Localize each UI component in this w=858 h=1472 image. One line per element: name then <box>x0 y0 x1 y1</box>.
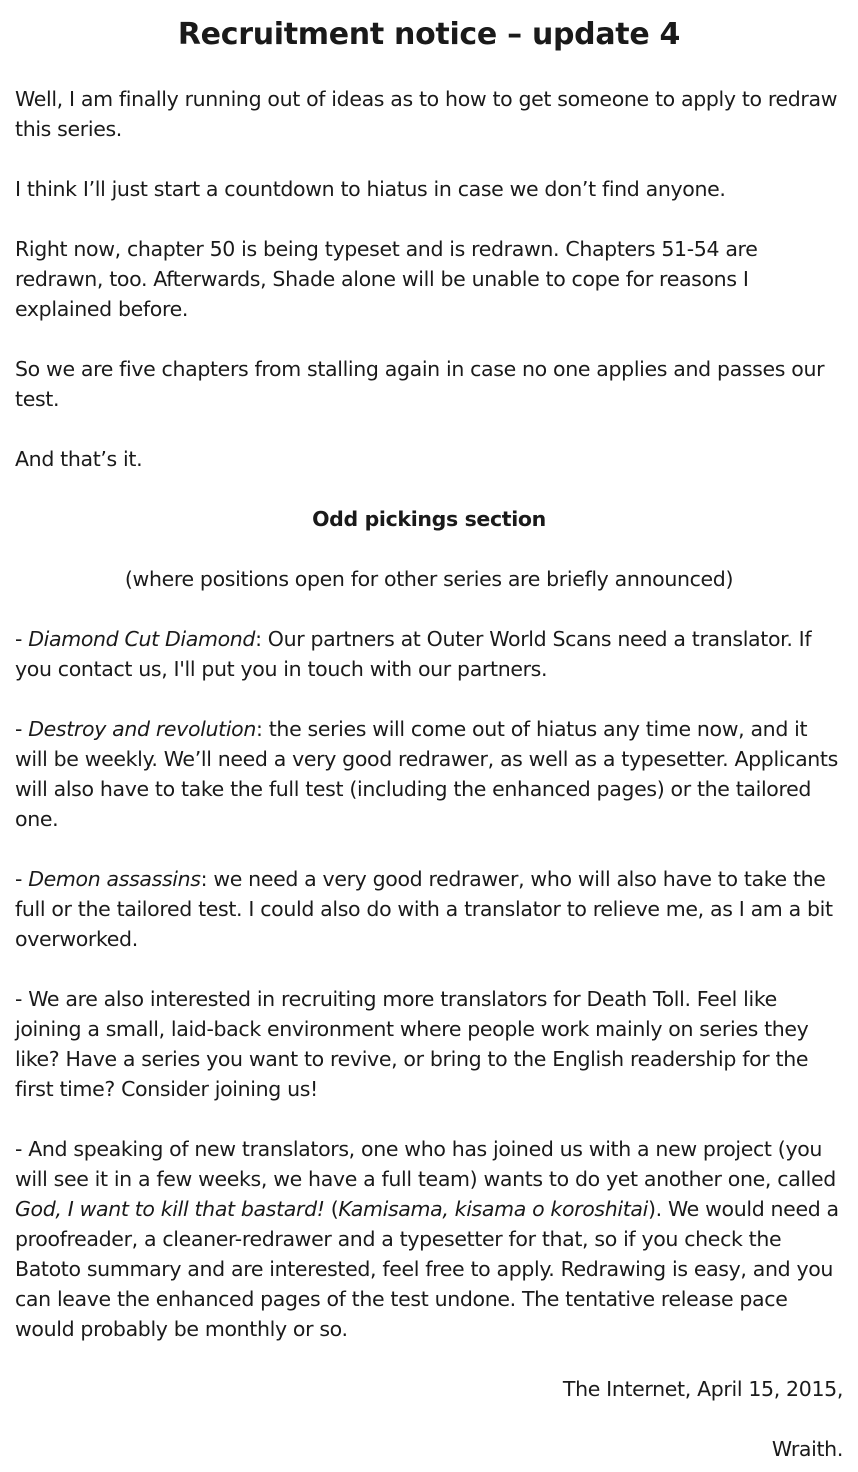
section-subheading: (where positions open for other series are briefly announced) <box>124 567 734 591</box>
signoff-place-date: The Internet, April 15, 2015, <box>562 1377 843 1401</box>
series-title: God, I want to kill that bastard! <box>15 1197 325 1221</box>
paragraph-stalling: So we are five chapters from stalling again in case no one applies and passes our test. <box>15 357 825 411</box>
item-text: : Our partners at Outer World Scans need a translator. If you contact us, I'll put you in touch with our partners. <box>15 627 812 681</box>
item-death-toll-translators: - We are also interested in recruiting more translators for Death Toll. Feel like joining a small, laid-back environment where people work mainly on series they like? Have a series you want to revive, or bring to the English readership for the first time? Consider joining us! <box>15 987 809 1101</box>
item-text: - And speaking of new translators, one who has joined us with a new project (you will see it in a few weeks, we have a full team) wants to do yet another one, called <box>15 1137 836 1191</box>
signoff-signature: Wraith. <box>771 1437 843 1461</box>
series-title: Diamond Cut Diamond <box>28 627 256 651</box>
series-title-japanese: Kamisama, kisama o koroshitai <box>338 1197 648 1221</box>
item-prefix: - <box>15 627 29 651</box>
item-text: : we need a very good redrawer, who will also have to take the full or the tailored test. I could also do with a translator to relieve me, as I am a bit overworked. <box>15 867 833 951</box>
item-destroy-and-revolution <box>15 714 845 834</box>
section-heading: Odd pickings section <box>312 507 546 531</box>
item-diamond-cut-diamond <box>15 624 845 684</box>
item-new-project <box>15 1134 845 1344</box>
series-title: Demon assassins <box>28 867 201 891</box>
item-text: ( <box>324 1197 339 1221</box>
item-prefix: - <box>15 867 29 891</box>
paragraph-chapter-status: Right now, chapter 50 is being typeset and is redrawn. Chapters 51-54 are redrawn, too. Afterwards, Shade alone will be unable to cope for reasons I explained before. <box>15 237 758 321</box>
item-text: : the series will come out of hiatus any time now, and it will be weekly. We’ll need a very good redrawer, as well as a typesetter. Applicants will also have to take the full test (including the enhanced pages) or the tailored one. <box>15 717 838 831</box>
paragraph-intro: Well, I am finally running out of ideas as to how to get someone to apply to redraw this series. <box>15 87 838 141</box>
item-text: ). We would need a proofreader, a cleaner-redrawer and a typesetter for that, so if you check the Batoto summary and are interested, feel free to apply. Redrawing is easy, and you can leave the enhanced pages of the test undone. The tentative release pace would probably be monthly or so. <box>15 1197 839 1341</box>
item-prefix: - <box>15 717 29 741</box>
item-demon-assassins <box>15 864 845 954</box>
series-title: Destroy and revolution <box>28 717 257 741</box>
paragraph-countdown: I think I’ll just start a countdown to hiatus in case we don’t find anyone. <box>15 177 726 201</box>
page-title: Recruitment notice – update 4 <box>177 17 681 52</box>
paragraph-thats-it: And that’s it. <box>15 447 143 471</box>
